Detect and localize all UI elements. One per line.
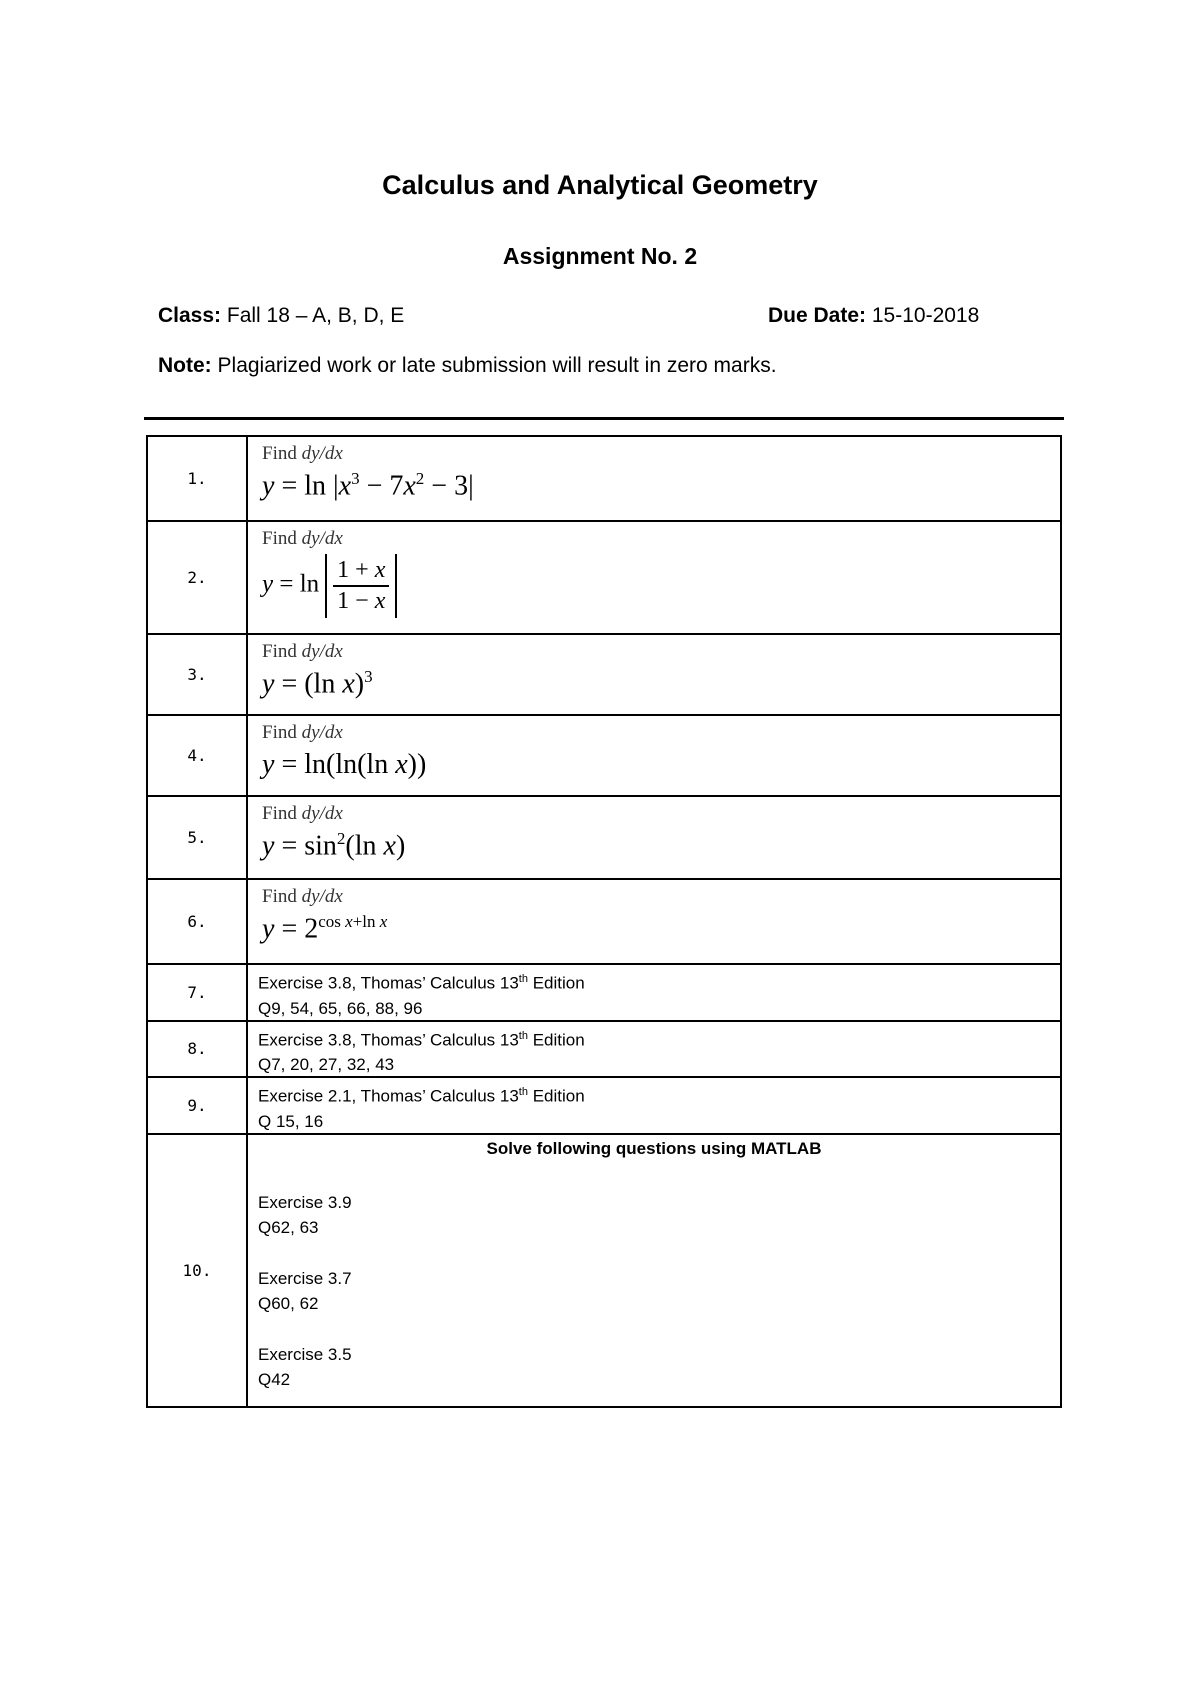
question-body xyxy=(247,521,1061,634)
equation-3: y = (ln x)$^3$ xyxy=(262,667,373,700)
questions-table xyxy=(146,435,1062,1408)
question-body xyxy=(247,715,1061,796)
exercise-questions: Q42 xyxy=(258,1369,291,1389)
exercise-questions: Q7, 20, 27, 32, 43 xyxy=(258,1055,395,1075)
exercise-questions: Q9, 54, 65, 66, 88, 96 xyxy=(258,998,423,1018)
question-instruction: Find dy/dx xyxy=(262,722,343,743)
question-body xyxy=(247,1021,1061,1078)
question-body xyxy=(247,1134,1061,1407)
question-number: 2. xyxy=(147,521,247,634)
header-divider xyxy=(144,417,1064,420)
exercise-questions: Q62, 63 xyxy=(258,1217,319,1237)
question-instruction: Find dy/dx xyxy=(262,803,343,824)
question-number: 10. xyxy=(147,1134,247,1407)
due-date-label: Due Date: xyxy=(768,304,867,327)
exercise-reference: Exercise 3.9 xyxy=(258,1192,352,1212)
exercise-questions: Q60, 62 xyxy=(258,1293,319,1313)
matlab-heading: Solve following questions using MATLAB xyxy=(486,1138,822,1158)
due-date-info xyxy=(768,304,979,328)
class-info xyxy=(158,304,404,328)
question-number: 7. xyxy=(147,964,247,1021)
due-date-value: 15-10-2018 xyxy=(871,304,980,327)
table-row xyxy=(147,521,1061,634)
table-row xyxy=(147,879,1061,964)
note-value: Plagiarized work or late submission will result in zero marks. xyxy=(217,354,777,377)
question-instruction: Find dy/dx xyxy=(262,641,343,662)
exercise-reference: Exercise 3.8, Thomas’ Calculus 13th Edition xyxy=(258,1029,585,1050)
assignment-number: Assignment No. 2 xyxy=(502,243,698,269)
question-number: 8. xyxy=(147,1021,247,1078)
table-row xyxy=(147,436,1061,521)
table-row xyxy=(147,1134,1061,1407)
question-number: 6. xyxy=(147,879,247,964)
equation-4: y = ln(ln(ln x)) xyxy=(262,749,427,780)
question-number: 9. xyxy=(147,1077,247,1134)
equation-2: y = ln $\frac{1 + x}{1 - x}$ xyxy=(262,554,1060,618)
question-instruction: Find dy/dx xyxy=(262,528,343,549)
question-body xyxy=(247,436,1061,521)
exercise-reference: Exercise 3.5 xyxy=(258,1344,352,1364)
table-row xyxy=(147,964,1061,1021)
question-body xyxy=(247,879,1061,964)
exercise-reference: Exercise 3.8, Thomas’ Calculus 13th Edition xyxy=(258,973,585,993)
question-body xyxy=(247,634,1061,715)
question-number: 1. xyxy=(147,436,247,521)
exercise-questions: Q 15, 16 xyxy=(258,1111,324,1131)
equation-1: $y = \ln |x^3 - 7x^2 - 3|$ xyxy=(262,469,474,502)
question-number: 3. xyxy=(147,634,247,715)
page-title: Calculus and Analytical Geometry xyxy=(382,170,818,200)
table-row xyxy=(147,796,1061,879)
table-row xyxy=(147,1077,1061,1134)
question-body xyxy=(247,964,1061,1021)
note-info xyxy=(158,354,777,378)
class-value: Fall 18 – A, B, D, E xyxy=(226,304,405,327)
table-row xyxy=(147,634,1061,715)
equation-6: $y = 2^{cos x+ln x}$ xyxy=(262,912,388,945)
table-row xyxy=(147,715,1061,796)
exercise-reference: Exercise 3.7 xyxy=(258,1268,352,1288)
question-number: 4. xyxy=(147,715,247,796)
equation-5: $y = \sin^2(\ln$ x) xyxy=(262,829,406,862)
question-instruction: Find dy/dx xyxy=(262,443,343,464)
class-label: Class: xyxy=(158,304,222,327)
exercise-reference: Exercise 2.1, Thomas’ Calculus 13th Edition xyxy=(258,1086,585,1106)
table-row xyxy=(147,1021,1061,1078)
question-instruction: Find dy/dx xyxy=(262,886,343,907)
question-body xyxy=(247,796,1061,879)
note-label: Note: xyxy=(158,354,212,377)
question-body xyxy=(247,1077,1061,1134)
question-number: 5. xyxy=(147,796,247,879)
